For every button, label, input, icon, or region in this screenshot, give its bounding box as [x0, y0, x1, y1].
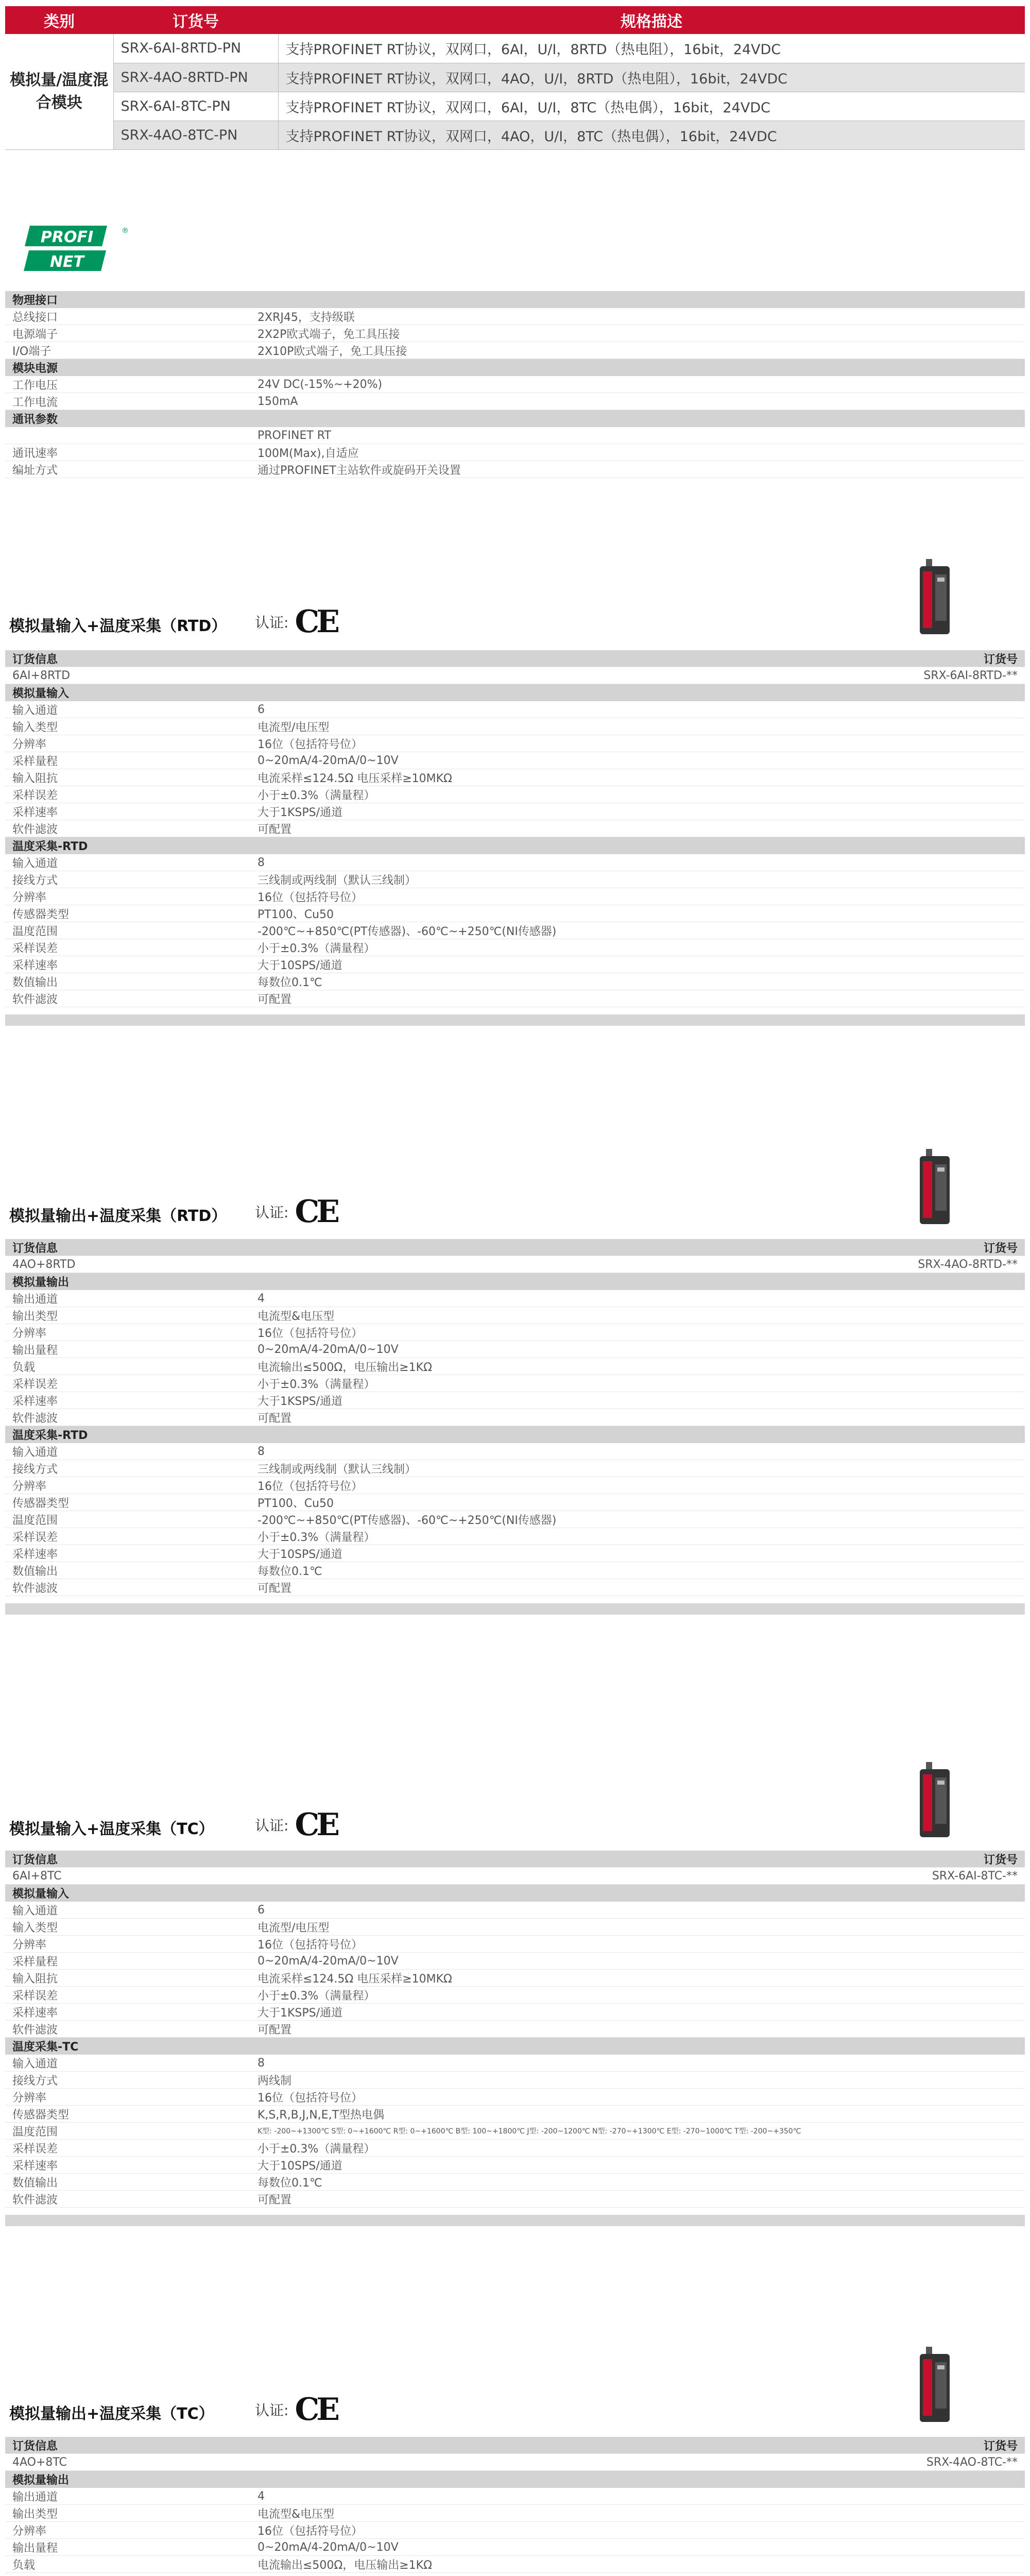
spec-row	[5, 461, 1025, 478]
svg-text:®: ®	[122, 227, 129, 235]
spec-row	[5, 1392, 1025, 1409]
section-divider	[5, 2215, 1025, 2226]
ce-mark: CE	[295, 604, 337, 640]
category-cell: 模拟量/温度混合模块	[5, 34, 113, 149]
spec-row	[5, 308, 1025, 325]
certification: 认证: CE	[255, 604, 337, 640]
module-spec-table	[5, 1239, 1025, 1615]
svg-text:PROFI: PROFI	[40, 228, 94, 246]
section-title: 模拟量输出	[12, 2474, 70, 2487]
order-number-label: 订货号	[983, 1242, 1018, 1255]
spec-row	[5, 1324, 1025, 1341]
spec-value: 通过PROFINET主站软件或旋码开关设置	[258, 464, 461, 477]
spec-label: 数值输出	[12, 976, 58, 989]
spec-label: 输出类型	[12, 1310, 58, 1323]
spec-label: 采样速率	[12, 806, 58, 819]
spec-label: 采样误差	[12, 2142, 58, 2156]
spec-label: 采样误差	[12, 1531, 58, 1544]
spec-value: 可配置	[258, 993, 292, 1006]
spec-label: 分辨率	[12, 1480, 47, 1493]
section-title: 温度采集-RTD	[12, 1429, 88, 1442]
spec-row	[5, 342, 1025, 359]
ce-mark: CE	[295, 1807, 337, 1843]
certification: 认证: CE	[255, 1807, 337, 1843]
order-info-label: 订货信息	[12, 2439, 58, 2453]
spec-label	[5, 2573, 247, 2576]
section-title: 模块电源	[12, 362, 58, 375]
certification: 认证: CE	[255, 2392, 337, 2428]
spec-row	[5, 1307, 1025, 1324]
section-title: 通讯参数	[12, 413, 58, 426]
spec-label: 采样误差	[12, 1989, 58, 2003]
section-title: 物理接口	[12, 294, 58, 307]
spec-value: K,S,R,B,J,N,E,T型热电偶	[258, 2108, 385, 2122]
spec-label: 工作电流	[12, 396, 58, 409]
spec-label: 接线方式	[12, 2074, 58, 2088]
spec-value: 16位（包括符号位）	[258, 2524, 363, 2538]
spec-row	[5, 735, 1025, 752]
description-cell: 支持PROFINET RT协议，双网口，4AO，U/I，8TC（热电偶），16bit，24VDC	[278, 121, 1025, 149]
spec-value: 大于1KSPS/通道	[258, 2006, 343, 2020]
order-code-cell: SRX-6AI-8RTD-PN	[113, 34, 278, 63]
spec-row	[5, 803, 1025, 820]
order-info-header	[5, 1851, 1025, 1868]
spec-label: 采样量程	[12, 1955, 58, 1969]
spec-value: 可配置	[258, 2193, 292, 2207]
general-spec-table	[5, 291, 1025, 478]
spec-row	[5, 1511, 1025, 1528]
spec-label: 软件滤波	[12, 823, 58, 836]
module-device-image	[917, 559, 953, 636]
description-cell: 支持PROFINET RT协议，双网口，6AI，U/I，8RTD（热电阻），16bit，24VDC	[278, 34, 1025, 63]
spec-label: 采样速率	[12, 2159, 58, 2173]
spec-row	[5, 922, 1025, 939]
spec-row	[5, 2539, 1025, 2556]
spec-value: 16位（包括符号位）	[258, 1480, 363, 1493]
spec-label: 数值输出	[12, 1565, 58, 1578]
spec-value: 大于1KSPS/通道	[258, 1395, 343, 1408]
section-divider	[5, 1014, 1025, 1026]
spec-row	[5, 376, 1025, 393]
section-title: 模拟量输入	[12, 687, 70, 700]
spec-value: 每数位0.1℃	[258, 976, 322, 989]
spec-row	[5, 2140, 1025, 2157]
module-title: 模拟量输入+温度采集（RTD）	[9, 617, 227, 635]
order-number-label: 订货号	[983, 653, 1018, 666]
spec-row	[5, 2157, 1025, 2174]
spec-row	[5, 2191, 1025, 2208]
spec-value: -200℃~+850℃(PT传感器)、-60℃~+250℃(NI传感器)	[258, 925, 557, 938]
section-header	[5, 291, 1025, 308]
spec-row	[5, 2123, 1025, 2140]
spec-value: PT100、Cu50	[258, 908, 334, 921]
spec-label: 输入类型	[12, 1921, 58, 1935]
spec-value: 16位（包括符号位）	[258, 1327, 363, 1340]
ce-mark: CE	[295, 2392, 337, 2428]
spec-label: 传感器类型	[12, 908, 70, 921]
section-header	[5, 2038, 1025, 2055]
spec-value: 电流采样≤124.5Ω 电压采样≥10MKΩ	[258, 1972, 452, 1986]
spec-label: 输出量程	[12, 2541, 58, 2555]
spec-row	[5, 2021, 1025, 2038]
order-info-row	[5, 1256, 1025, 1273]
spec-value: 8	[258, 1445, 265, 1458]
spec-value: 可配置	[258, 2023, 292, 2037]
svg-text:NET: NET	[49, 253, 84, 271]
spec-label: 采样误差	[12, 789, 58, 802]
module-title: 模拟量输入+温度采集（TC）	[9, 1820, 214, 1838]
spec-value: 电流输出≤500Ω，电压输出≥1KΩ	[258, 1361, 432, 1374]
spec-row	[5, 786, 1025, 803]
spec-label: 输出通道	[12, 2490, 58, 2504]
spec-row	[5, 2573, 1025, 2576]
section-header	[5, 1885, 1025, 1902]
spec-row	[5, 820, 1025, 837]
spec-row	[5, 2004, 1025, 2021]
spec-value: 每数位0.1℃	[258, 1565, 322, 1578]
spec-row	[5, 1902, 1025, 1919]
order-info-header	[5, 650, 1025, 667]
spec-label: 工作电压	[12, 379, 58, 392]
section-title: 温度采集-RTD	[12, 840, 88, 853]
spec-label: 输入通道	[12, 2057, 58, 2071]
spec-value: 2X10P欧式端子，免工具压接	[258, 345, 407, 358]
description-cell: 支持PROFINET RT协议，双网口，6AI，U/I，8TC（热电偶），16bit，24VDC	[278, 92, 1025, 121]
spec-row	[5, 956, 1025, 973]
spec-row	[5, 1494, 1025, 1511]
spec-row	[5, 769, 1025, 786]
section-title: 温度采集-TC	[12, 2041, 79, 2054]
spec-value: -200℃~+850℃(PT传感器)、-60℃~+250℃(NI传感器)	[258, 1514, 557, 1527]
spec-row	[5, 888, 1025, 905]
spec-label: 总线接口	[12, 311, 58, 324]
spec-row	[5, 905, 1025, 922]
spec-value: 大于1KSPS/通道	[258, 806, 343, 819]
spec-row	[5, 1936, 1025, 1953]
section-header	[5, 1273, 1025, 1290]
spec-row	[5, 871, 1025, 888]
spec-label: 输入通道	[12, 1904, 58, 1918]
spec-value: 电流采样≤124.5Ω 电压采样≥10MKΩ	[258, 772, 452, 785]
spec-row	[5, 2072, 1025, 2089]
spec-value: 小于±0.3%（满量程）	[258, 789, 375, 802]
order-number-label: 订货号	[983, 1853, 1018, 1867]
spec-value: 小于±0.3%（满量程）	[258, 2142, 375, 2156]
spec-value: 8	[258, 856, 265, 869]
order-code-cell: SRX-6AI-8TC-PN	[113, 92, 278, 121]
order-info-row	[5, 1868, 1025, 1885]
spec-label: 输出通道	[12, 1293, 58, 1306]
spec-value: 三线制或两线制（默认三线制）	[258, 874, 417, 887]
section-title: 模拟量输入	[12, 1888, 70, 1901]
spec-label: 分辨率	[12, 1938, 47, 1952]
spec-row	[5, 1545, 1025, 1562]
spec-value: 电流型/电压型	[258, 721, 330, 734]
spec-row	[5, 1919, 1025, 1936]
spec-value: 可配置	[258, 1412, 292, 1425]
spec-label: 输入通道	[12, 857, 58, 870]
spec-label: 传感器类型	[12, 1497, 70, 1510]
spec-row	[5, 939, 1025, 956]
spec-value: 小于±0.3%（满量程）	[258, 942, 375, 955]
ce-mark: CE	[295, 1194, 337, 1230]
spec-label: 分辨率	[12, 891, 47, 904]
spec-value: 4	[258, 1292, 265, 1305]
order-info-header	[5, 2437, 1025, 2454]
spec-row	[5, 1477, 1025, 1494]
certification: 认证: CE	[255, 1194, 337, 1230]
spec-row	[5, 325, 1025, 342]
spec-value: 16位（包括符号位）	[258, 738, 363, 751]
spec-label: 分辨率	[12, 1327, 47, 1340]
order-code: SRX-4AO-8RTD-**	[918, 1258, 1018, 1271]
spec-value: 电流型&电压型	[258, 2507, 335, 2521]
header-category: 类别	[5, 6, 113, 34]
spec-row	[5, 1358, 1025, 1375]
spec-label: 传感器类型	[12, 2108, 70, 2122]
spec-value: 可配置	[258, 1582, 292, 1595]
spec-label: 输入阻抗	[12, 772, 58, 785]
spec-value: 小于±0.3%（满量程）	[258, 1989, 375, 2003]
spec-value: 2XRJ45，支持级联	[258, 311, 355, 324]
spec-value: 电流型&电压型	[258, 1310, 335, 1323]
spec-label: 输出类型	[12, 2507, 58, 2521]
spec-row	[5, 1341, 1025, 1358]
spec-label: 分辨率	[12, 738, 47, 751]
spec-label: 输入类型	[12, 721, 58, 734]
order-table	[5, 6, 1025, 150]
spec-value: 0~20mA/4-20mA/0~10V	[258, 1343, 399, 1356]
section-header	[5, 1426, 1025, 1443]
order-code: SRX-6AI-8RTD-**	[923, 669, 1018, 682]
spec-value: 电流型/电压型	[258, 1921, 330, 1935]
module-device-image	[917, 2347, 953, 2424]
spec-label: 接线方式	[12, 874, 58, 887]
spec-row	[5, 2522, 1025, 2539]
spec-value: K型: -200~+1300℃ S型: 0~+1600℃ R型: 0~+1600℃ B型: 100~+1800℃ J型: -200~1200℃ N型: -270~+1300℃ E型: -270~1000℃ T型: -200~+350℃	[258, 2127, 801, 2136]
spec-row	[5, 990, 1025, 1007]
spec-label: 采样速率	[12, 1395, 58, 1408]
spec-label: 软件滤波	[12, 2193, 58, 2207]
spec-label: 输入通道	[12, 1446, 58, 1459]
order-code-cell: SRX-4AO-8RTD-PN	[113, 63, 278, 92]
spec-value: 6	[258, 1903, 265, 1917]
order-info-label: 订货信息	[12, 1242, 58, 1255]
section-divider	[5, 1603, 1025, 1615]
order-code: SRX-4AO-8TC-**	[926, 2455, 1018, 2469]
order-name: 4AO+8RTD	[12, 1258, 76, 1271]
spec-value: 2X2P欧式端子，免工具压接	[258, 328, 400, 341]
table-row	[5, 34, 1025, 63]
table-row	[5, 63, 1025, 92]
profinet-logo	[15, 222, 129, 278]
spec-row	[5, 2089, 1025, 2106]
spec-row	[5, 2488, 1025, 2505]
spec-label: 输出量程	[12, 1344, 58, 1357]
section-header	[5, 684, 1025, 701]
spec-label: 输入阻抗	[12, 1972, 58, 1986]
spec-label: 电源端子	[12, 328, 58, 341]
spec-row	[5, 2174, 1025, 2191]
section-title: 模拟量输出	[12, 1276, 70, 1289]
spec-row	[5, 854, 1025, 871]
description-cell: 支持PROFINET RT协议，双网口，4AO，U/I，8RTD（热电阻），16bit，24VDC	[278, 63, 1025, 92]
spec-row	[5, 1460, 1025, 1477]
order-name: 6AI+8TC	[12, 1869, 62, 1883]
spec-value: 大于10SPS/通道	[258, 2159, 342, 2173]
module-spec-table	[5, 650, 1025, 1026]
spec-row	[5, 444, 1025, 461]
spec-value: PT100、Cu50	[258, 1497, 334, 1510]
spec-value: 每数位0.1℃	[258, 2176, 322, 2190]
module-title: 模拟量输出+温度采集（TC）	[9, 2405, 214, 2423]
spec-value: 6	[258, 703, 265, 716]
spec-row	[5, 973, 1025, 990]
spec-row	[5, 1987, 1025, 2004]
spec-label: 负载	[12, 2558, 36, 2572]
section-header	[5, 837, 1025, 854]
spec-row	[5, 1375, 1025, 1392]
module-device-image	[917, 1149, 953, 1226]
spec-label: 数值输出	[12, 2176, 58, 2190]
spec-row	[5, 1970, 1025, 1987]
spec-label: 温度范围	[12, 2125, 58, 2139]
spec-label: I/O端子	[12, 345, 52, 358]
spec-row	[5, 393, 1025, 410]
header-description: 规格描述	[278, 6, 1025, 34]
section-header	[5, 410, 1025, 427]
spec-value: 16位（包括符号位）	[258, 2091, 363, 2105]
order-name: 6AI+8RTD	[12, 669, 71, 682]
spec-value: 16位（包括符号位）	[258, 1938, 363, 1952]
spec-label: 编址方式	[12, 464, 58, 477]
spec-value: 大于10SPS/通道	[258, 1548, 342, 1561]
spec-value: 小于±0.3%（满量程）	[258, 1378, 375, 1391]
spec-value: 大于10SPS/通道	[258, 959, 342, 972]
order-info-row	[5, 667, 1025, 684]
section-header	[5, 2471, 1025, 2488]
spec-label: 输入通道	[12, 704, 58, 717]
spec-row	[5, 1443, 1025, 1460]
spec-label: 分辨率	[12, 2524, 47, 2538]
spec-value: 三线制或两线制（默认三线制）	[258, 1463, 417, 1476]
spec-value: 4	[258, 2489, 265, 2503]
spec-label: 温度范围	[12, 925, 58, 938]
spec-value: PROFINET RT	[258, 429, 331, 442]
spec-label: 软件滤波	[12, 1412, 58, 1425]
spec-value: 可配置	[258, 823, 292, 836]
order-name: 4AO+8TC	[12, 2455, 67, 2469]
module-spec-table	[5, 1851, 1025, 2226]
table-row	[5, 92, 1025, 121]
spec-value: 0~20mA/4-20mA/0~10V	[258, 1954, 399, 1968]
spec-value: 小于±0.3%（满量程）	[258, 1531, 375, 1544]
spec-row	[5, 1290, 1025, 1307]
spec-row	[5, 2106, 1025, 2123]
order-info-label: 订货信息	[12, 1853, 58, 1867]
spec-label: 采样速率	[12, 1548, 58, 1561]
spec-label: 接线方式	[12, 1463, 58, 1476]
module-spec-table	[5, 2437, 1025, 2576]
spec-label: 软件滤波	[12, 1582, 58, 1595]
spec-row	[5, 427, 1025, 444]
order-info-header	[5, 1239, 1025, 1256]
spec-row	[5, 1528, 1025, 1545]
module-title: 模拟量输出+温度采集（RTD）	[9, 1207, 227, 1225]
order-info-row	[5, 2454, 1025, 2471]
spec-value	[247, 2573, 1025, 2576]
spec-label: 采样速率	[12, 2006, 58, 2020]
spec-row	[5, 1562, 1025, 1579]
spec-label: 采样误差	[12, 1378, 58, 1391]
spec-value: 16位（包括符号位）	[258, 891, 363, 904]
spec-label: 采样速率	[12, 959, 58, 972]
spec-label: 软件滤波	[12, 2023, 58, 2037]
spec-label: 分辨率	[12, 2091, 47, 2105]
order-code: SRX-6AI-8TC-**	[932, 1869, 1018, 1883]
spec-label: 负载	[12, 1361, 36, 1374]
spec-value: 150mA	[258, 395, 298, 408]
spec-label: 温度范围	[12, 1514, 58, 1527]
spec-row	[5, 2055, 1025, 2072]
spec-value: 0~20mA/4-20mA/0~10V	[258, 2540, 399, 2554]
spec-label: 软件滤波	[12, 993, 58, 1006]
spec-value: 8	[258, 2056, 265, 2070]
spec-label: 通讯速率	[12, 447, 58, 460]
order-info-label: 订货信息	[12, 653, 58, 666]
module-device-image	[917, 1762, 953, 1839]
spec-row	[5, 718, 1025, 735]
spec-row	[5, 701, 1025, 718]
section-header	[5, 359, 1025, 376]
spec-row	[5, 1579, 1025, 1596]
order-code-cell: SRX-4AO-8TC-PN	[113, 121, 278, 149]
spec-row	[5, 2556, 1025, 2573]
spec-label: 采样量程	[12, 755, 58, 768]
header-order-number: 订货号	[113, 6, 278, 34]
spec-value: 0~20mA/4-20mA/0~10V	[258, 754, 399, 767]
spec-label: 采样误差	[12, 942, 58, 955]
spec-value: 24V DC(-15%~+20%)	[258, 378, 383, 391]
order-number-label: 订货号	[983, 2439, 1018, 2453]
spec-row	[5, 1953, 1025, 1970]
spec-value: 电流输出≤500Ω，电压输出≥1KΩ	[258, 2558, 432, 2572]
spec-value: 两线制	[258, 2074, 292, 2088]
table-row	[5, 121, 1025, 149]
spec-row	[5, 1409, 1025, 1426]
spec-value: 100M(Max),自适应	[258, 447, 359, 460]
spec-row	[5, 2505, 1025, 2522]
spec-row	[5, 752, 1025, 769]
